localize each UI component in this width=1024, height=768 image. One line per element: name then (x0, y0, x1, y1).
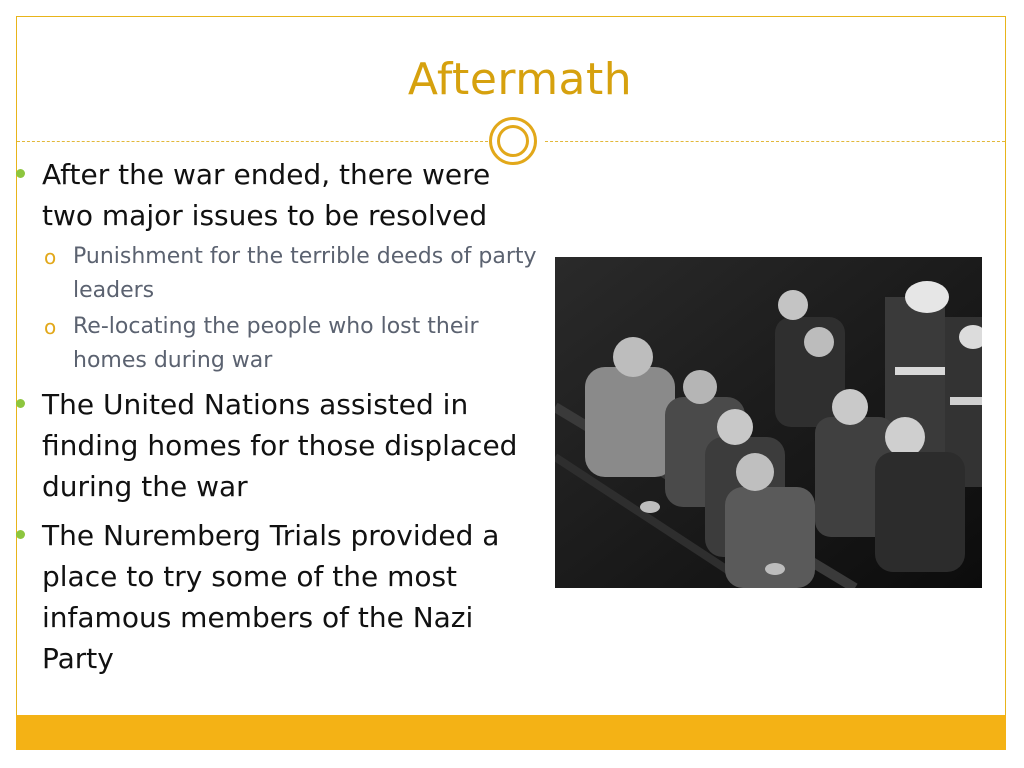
nuremberg-trial-photo (555, 257, 982, 588)
bullet-dot-icon (16, 169, 25, 178)
sub-bullet-item (12, 310, 547, 378)
sub-bullet-item (12, 240, 547, 308)
page-title: Aftermath (407, 54, 633, 105)
title-divider-right (545, 141, 1005, 142)
bullet-dot-icon (16, 399, 25, 408)
photo-icon (555, 257, 982, 588)
bullet-item (12, 154, 547, 236)
bullet-item (12, 384, 547, 507)
bullet-item (12, 515, 547, 679)
bullet-text: After the war ended, there were two major issues to be resolved (42, 158, 491, 232)
sub-bullet-text: Re-locating the people who lost their homes during war (73, 314, 479, 373)
sub-bullet-marker-icon: o (44, 245, 57, 269)
sub-bullet-text: Punishment for the terrible deeds of party leaders (73, 244, 537, 303)
title-divider-left (17, 141, 493, 142)
bullet-text: The United Nations assisted in finding homes for those displaced during the war (42, 388, 518, 503)
bullet-dot-icon (16, 530, 25, 539)
footer-bar (16, 715, 1006, 750)
slide-body (12, 154, 547, 679)
bullet-text: The Nuremberg Trials provided a place to try some of the most infamous members of the Nazi Party (42, 519, 500, 675)
sub-bullet-marker-icon: o (44, 315, 57, 339)
